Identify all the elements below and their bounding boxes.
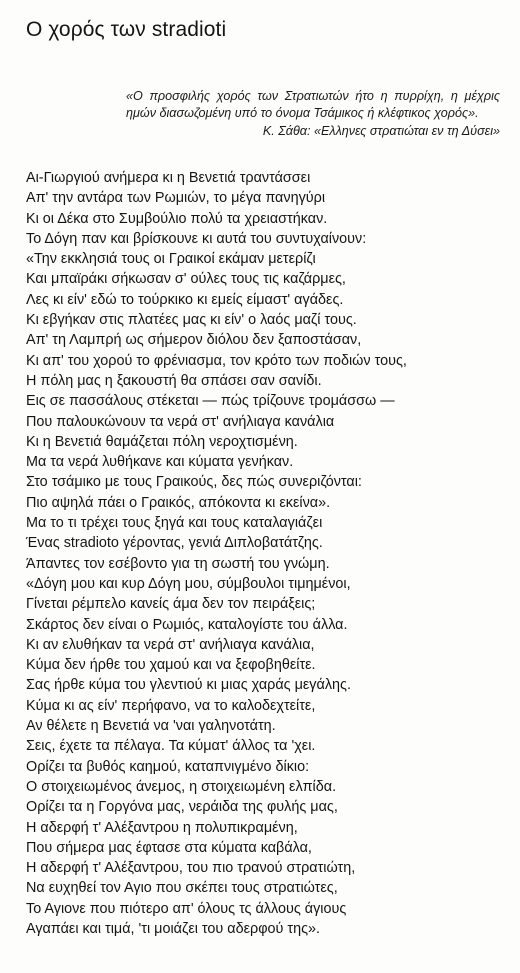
poem-line: Ορίζει τα βυθός καημού, καταπνιγμένο δίκιο: xyxy=(26,758,310,775)
poem-line: Στο τσάμικο με τους Γραικούς, δες πώς συνεριζόνται: xyxy=(26,474,362,491)
poem-line: Απ' τη Λαμπρή ως σήμερον διόλου δεν ξαποστάσαν, xyxy=(26,332,362,349)
poem-line: Κύμα δεν ήρθε του χαμού και να ξεφοβηθείτε. xyxy=(26,657,316,674)
poem-line: Κι οι Δέκα στο Συμβούλιο πολύ τα χρειαστήκαν. xyxy=(26,210,328,227)
poem xyxy=(26,168,506,939)
epigraph xyxy=(126,88,500,140)
poem-line: Η πόλη μας η ξακουστή θα σπάσει σαν σανίδι. xyxy=(26,372,322,389)
poem-line: Ο στοιχειωμένος άνεμος, η στοιχειωμένη ελπίδα. xyxy=(26,778,337,795)
poem-line: Μα τα νερά λυθήκανε και κύματα γενήκαν. xyxy=(26,454,294,471)
poem-line: Σεις, έχετε τα πέλαγα. Τα κύματ' άλλος τα 'χει. xyxy=(26,738,316,755)
poem-line: Αγαπάει και τιμά, 'τι μοιάζει του αδερφού της». xyxy=(26,920,321,937)
poem-line: Το Δόγη παν και βρίσκουνε κι αυτά του συντυχαίνουν: xyxy=(26,230,367,247)
poem-line: Που σήμερα μας έφτασε στα κύματα καβάλα, xyxy=(26,839,312,856)
poem-line: Κι απ' του χορού το φρένιασμα, τον κρότο των ποδιών τους, xyxy=(26,352,407,369)
poem-line: Το Αγιονε που πιότερο απ' όλους τς άλλους άγιους xyxy=(26,900,347,917)
poem-line: «Δόγη μου και κυρ Δόγη μου, σύμβουλοι τιμημένοι, xyxy=(26,575,351,592)
poem-line: Σας ήρθε κύμα του γλεντιού κι μιας χαράς μεγάλης. xyxy=(26,677,351,694)
poem-line: Που παλουκώνουν τα νερά στ' ανήλιαγα κανάλια xyxy=(26,413,335,430)
poem-line: Κι η Βενετιά θαμάζεται πόλη νεροχτισμένη. xyxy=(26,433,298,450)
epigraph-source: Κ. Σάθα: «Ελληνες στρατιώται εν τη Δύσει» xyxy=(262,124,500,138)
poem-line: Άπαντες τον εσέβοντο για τη σωστή του γνώμη. xyxy=(26,555,330,572)
poem-line: Γίνεται ρέμπελο κανείς άμα δεν τον πειράξεις; xyxy=(26,596,316,613)
page-title: Ο χορός των stradioti xyxy=(26,18,227,41)
poem-line: Λες κι είν' εδώ το τούρκικο κι εμείς είμαστ' αγάδες. xyxy=(26,291,344,308)
poem-line: Αι-Γιωργιού ανήμερα κι η Βενετιά τραντάσσει xyxy=(26,170,311,186)
poem-line: Μα το τι τρέχει τους ξηγά και τους καταλαγιάζει xyxy=(26,515,323,532)
poem-line: Να ευχηθεί τον Αγιο που σκέπει τους στρατιώτες, xyxy=(26,880,338,897)
poem-line: Σκάρτος δεν είναι ο Ρωμιός, καταλογίστε του άλλα. xyxy=(26,616,348,633)
poem-line: Πιο αψηλά πάει ο Γραικός, απόκοντα κι εκείνα». xyxy=(26,494,331,511)
poem-line: Η αδερφή τ' Αλέξαντρου, του πιο τρανού στρατιώτη, xyxy=(26,860,356,877)
poem-line: Ένας stradioto γέροντας, γενιά Διπλοβατάτζης. xyxy=(26,535,323,552)
poem-line: Η αδερφή τ' Αλέξαντρου η πολυπικραμένη, xyxy=(26,819,298,836)
poem-line: Εις σε πασσάλους στέκεται — πώς τρίζουνε τρομάσσω — xyxy=(26,393,395,410)
poem-line: Απ' την αντάρα των Ρωμιών, το μέγα πανηγύρι xyxy=(26,190,326,207)
poem-line: Και μπαϊράκι σήκωσαν σ' ούλες τους τις καζάρμες, xyxy=(26,271,346,288)
poem-line: Κι εβγήκαν στις πλατέες μας κι είν' ο λαός μαζί τους. xyxy=(26,312,357,329)
epigraph-quote: «Ο προσφιλής χορός των Στρατιωτών ήτο η πυρρίχη, η μέχρις ημών διασωζομένη υπό το όνομα Τσάμικος ή κλέφτικος χορός». xyxy=(126,89,500,120)
poem-line: «Την εκκλησιά τους οι Γραικοί εκάμαν μετερίζι xyxy=(26,251,316,268)
poem-line: Κι αν ελυθήκαν τα νερά στ' ανήλιαγα κανάλια, xyxy=(26,636,315,653)
poem-line: Αν θέλετε η Βενετιά να 'ναι γαληνοτάτη. xyxy=(26,718,276,735)
poem-line: Κύμα κι ας είν' περήφανο, να το καλοδεχτείτε, xyxy=(26,697,316,714)
poem-line: Ορίζει τα η Γοργόνα μας, νεράιδα της φυλής μας, xyxy=(26,799,338,816)
